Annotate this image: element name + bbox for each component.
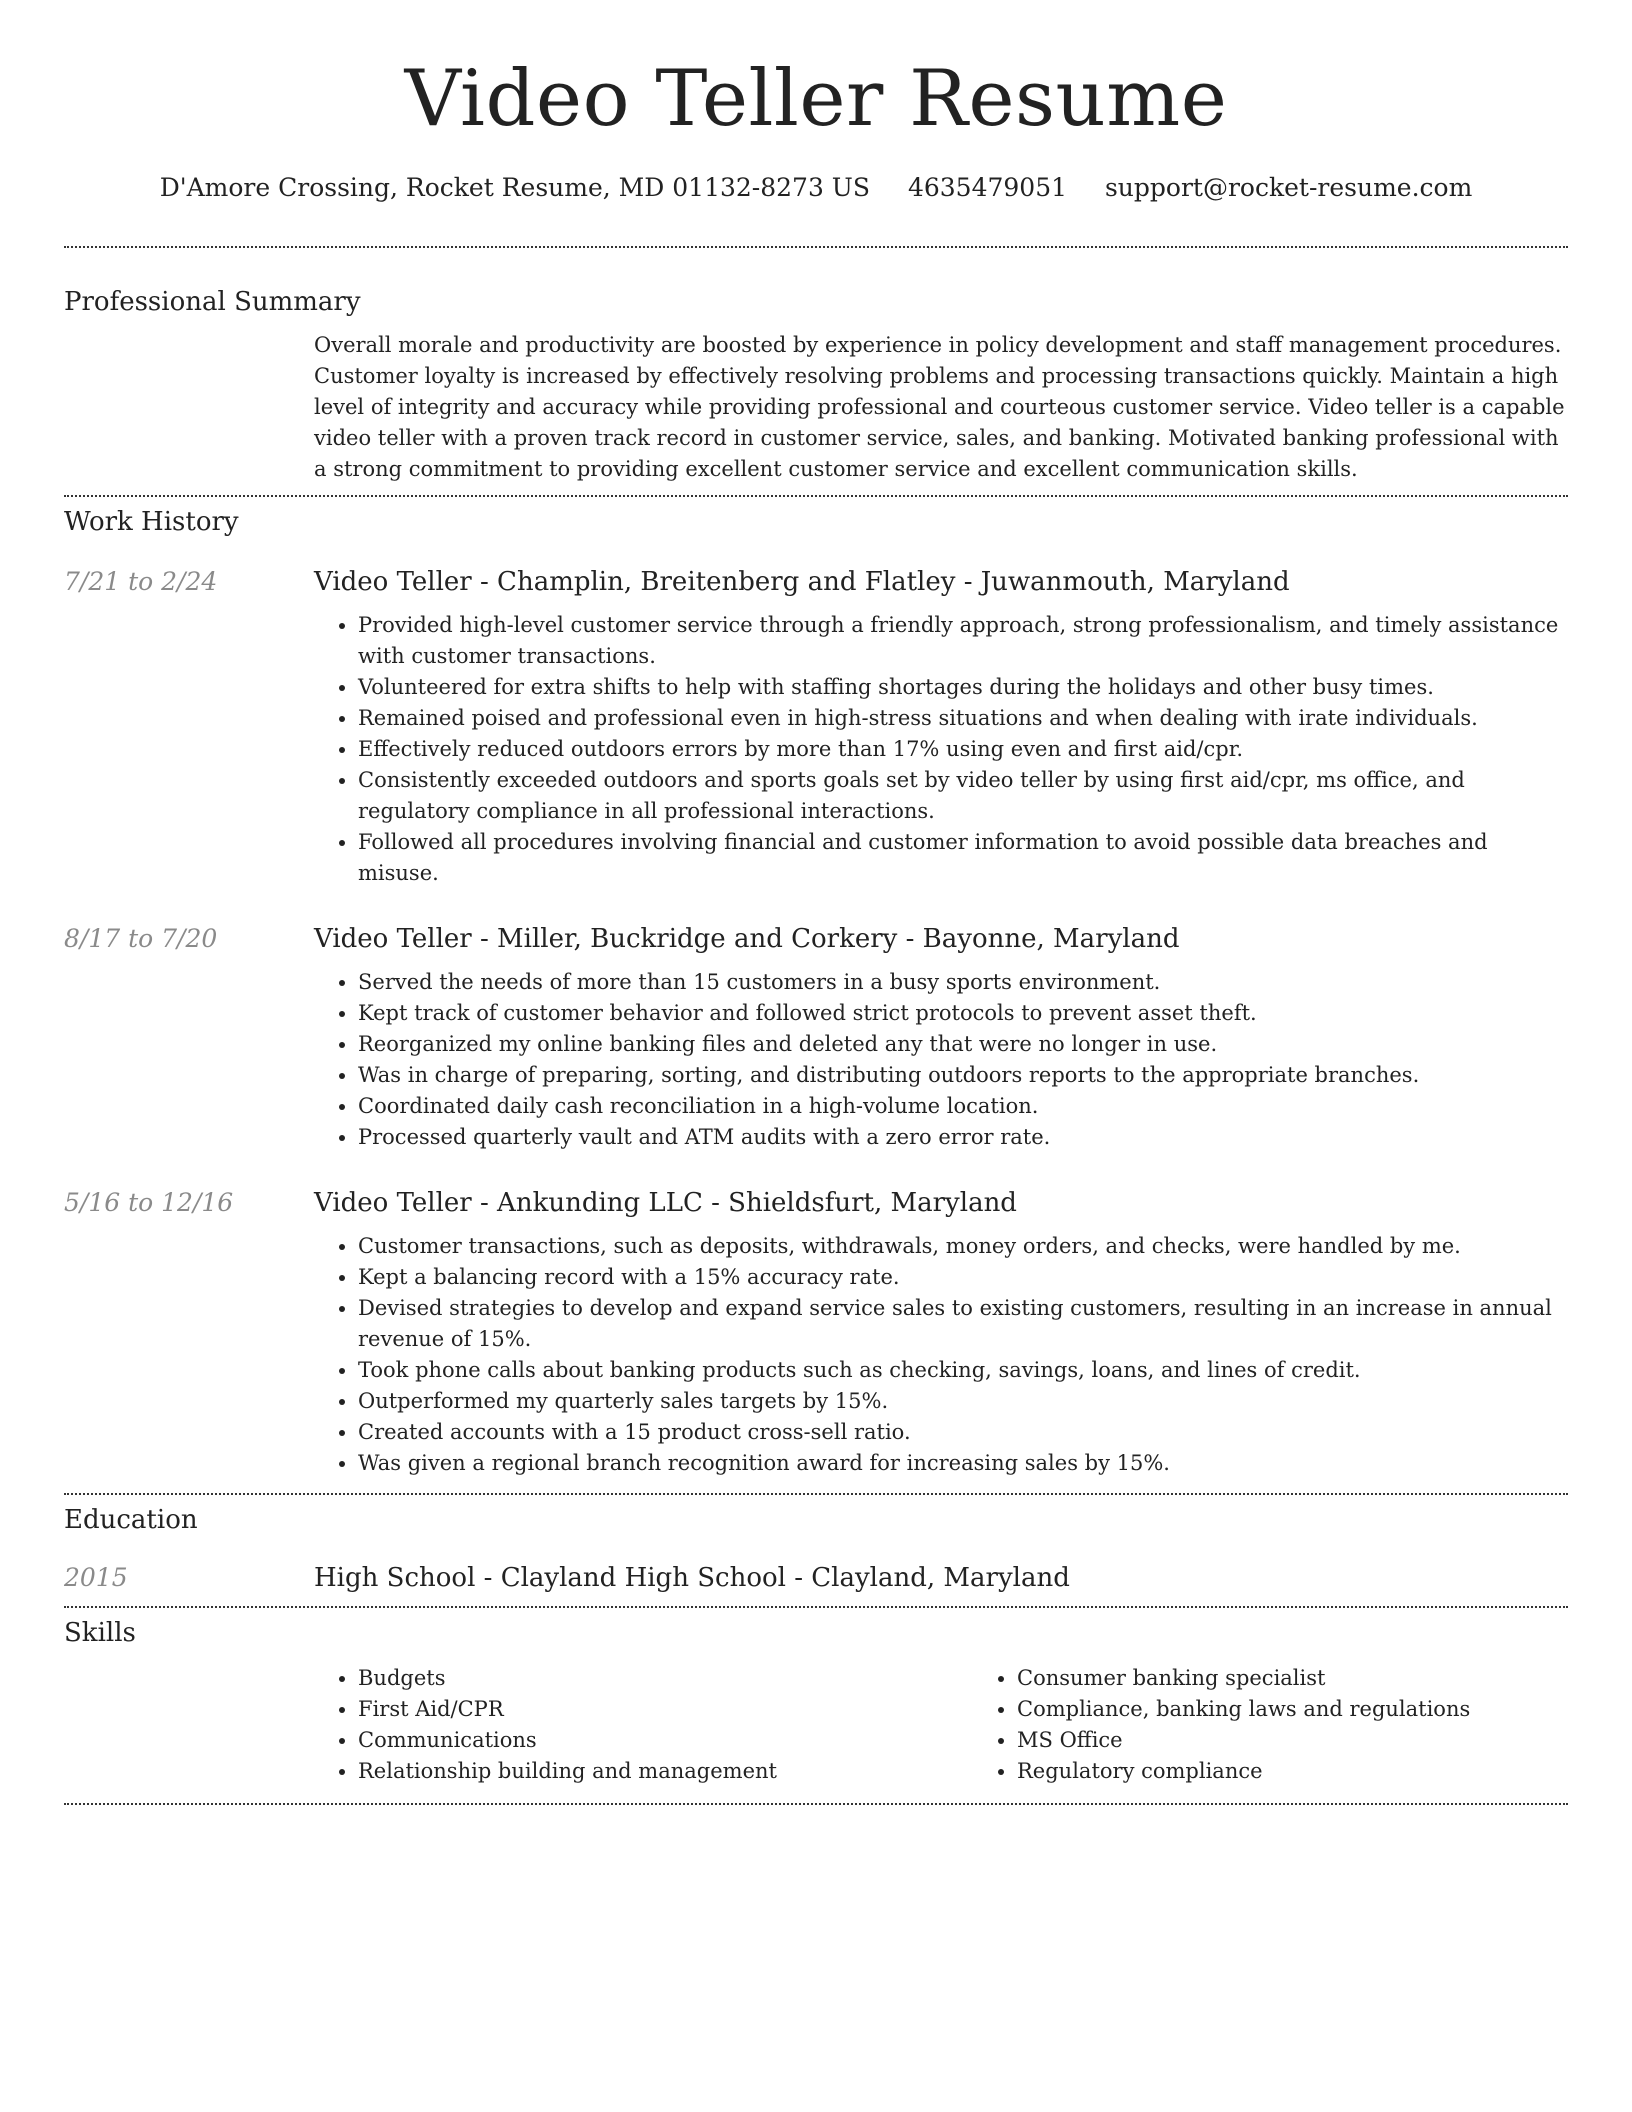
job-title: Video Teller - Champlin, Breitenberg and Flatley - Juwanmouth, Maryland (314, 567, 1290, 597)
job-bullets (314, 610, 1568, 889)
skill-item: • Budgets (358, 1663, 973, 1694)
skill-item: • Consumer banking specialist (1017, 1663, 1632, 1694)
list-item: • Volunteered for extra shifts to help with staffing shortages during the holidays and other busy times. (358, 672, 1568, 703)
list-item: • Took phone calls about banking products such as checking, savings, loans, and lines of credit. (358, 1355, 1568, 1386)
list-item: • Was in charge of preparing, sorting, and distributing outdoors reports to the appropriate branches. (358, 1060, 1568, 1091)
resume-title: Video Teller Resume (404, 54, 1228, 144)
list-item: • Served the needs of more than 15 customers in a busy sports environment. (358, 967, 1568, 998)
education-entry: High School - Clayland High School - Clayland, Maryland (314, 1563, 1070, 1593)
summary-text: Overall morale and productivity are boosted by experience in policy development and staff management procedures. Customer loyalty is increased by effectively resolving problems and processing transactions quickly. Maintain a high level of integrity and accuracy while providing professional and courteous customer service. Video teller is a capable video teller with a proven track record in customer service, sales, and banking. Motivated banking professional with a strong commitment to providing excellent customer service and excellent communication skills. (314, 333, 1565, 481)
education-section (64, 1504, 1568, 1594)
job-entry (64, 566, 1568, 889)
section-title-skills: Skills (64, 1618, 136, 1648)
skill-item: • MS Office (1017, 1725, 1632, 1756)
skills-list-left (314, 1663, 973, 1787)
skill-item: • First Aid/CPR (358, 1694, 973, 1725)
job-dates: 7/21 to 2/24 (64, 567, 218, 596)
list-item: • Was given a regional branch recognition award for increasing sales by 15%. (358, 1448, 1568, 1479)
list-item: • Kept a balancing record with a 15% accuracy rate. (358, 1262, 1568, 1293)
job-dates: 8/17 to 7/20 (64, 924, 218, 953)
job-title: Video Teller - Miller, Buckridge and Corkery - Bayonne, Maryland (314, 924, 1180, 954)
divider (64, 495, 1568, 497)
job-bullets (314, 1231, 1568, 1479)
divider (64, 246, 1568, 248)
divider (64, 1606, 1568, 1608)
list-item: • Kept track of customer behavior and followed strict protocols to prevent asset theft. (358, 998, 1568, 1029)
skill-item: • Regulatory compliance (1017, 1756, 1632, 1787)
list-item: • Reorganized my online banking files and deleted any that were no longer in use. (358, 1029, 1568, 1060)
contact-email: support@rocket-resume.com (1104, 173, 1473, 202)
list-item: • Effectively reduced outdoors errors by more than 17% using even and first aid/cpr. (358, 734, 1568, 765)
summary-section (64, 286, 1568, 485)
job-entry (64, 923, 1568, 1153)
list-item: • Customer transactions, such as deposits, withdrawals, money orders, and checks, were handled by me. (358, 1231, 1568, 1262)
contact-address: D'Amore Crossing, Rocket Resume, MD 01132-8273 US (159, 173, 870, 202)
skills-list-right (973, 1663, 1632, 1787)
job-dates: 5/16 to 12/16 (64, 1188, 234, 1217)
list-item: • Coordinated daily cash reconciliation in a high-volume location. (358, 1091, 1568, 1122)
resume-page (64, 0, 1568, 1805)
list-item: • Processed quarterly vault and ATM audits with a zero error rate. (358, 1122, 1568, 1153)
contact-phone: 4635479051 (907, 173, 1068, 202)
skill-item: • Relationship building and management (358, 1756, 973, 1787)
skill-item: • Compliance, banking laws and regulations (1017, 1694, 1632, 1725)
list-item: • Devised strategies to develop and expand service sales to existing customers, resulting in an increase in annual revenue of 15%. (358, 1293, 1568, 1355)
divider (64, 1803, 1568, 1805)
skills-section (64, 1617, 1568, 1787)
list-item: • Followed all procedures involving financial and customer information to avoid possible data breaches and misuse. (358, 827, 1568, 889)
list-item: • Outperformed my quarterly sales targets by 15%. (358, 1386, 1568, 1417)
job-title: Video Teller - Ankunding LLC - Shieldsfurt, Maryland (314, 1188, 1017, 1218)
list-item: • Created accounts with a 15 product cross-sell ratio. (358, 1417, 1568, 1448)
skill-item: • Communications (358, 1725, 973, 1756)
job-bullets (314, 967, 1568, 1153)
contact-line (64, 172, 1568, 204)
list-item: • Consistently exceeded outdoors and sports goals set by video teller by using first aid/cpr, ms office, and regulatory compliance in all professional interactions. (358, 765, 1568, 827)
list-item: • Remained poised and professional even in high-stress situations and when dealing with irate individuals. (358, 703, 1568, 734)
divider (64, 1493, 1568, 1495)
section-title-work: Work History (64, 507, 239, 537)
work-history-section (64, 506, 1568, 1479)
education-year: 2015 (64, 1563, 128, 1592)
section-title-education: Education (64, 1505, 198, 1535)
list-item: • Provided high-level customer service through a friendly approach, strong professionalism, and timely assistance with customer transactions. (358, 610, 1568, 672)
section-title-summary: Professional Summary (64, 287, 361, 317)
job-entry (64, 1187, 1568, 1479)
